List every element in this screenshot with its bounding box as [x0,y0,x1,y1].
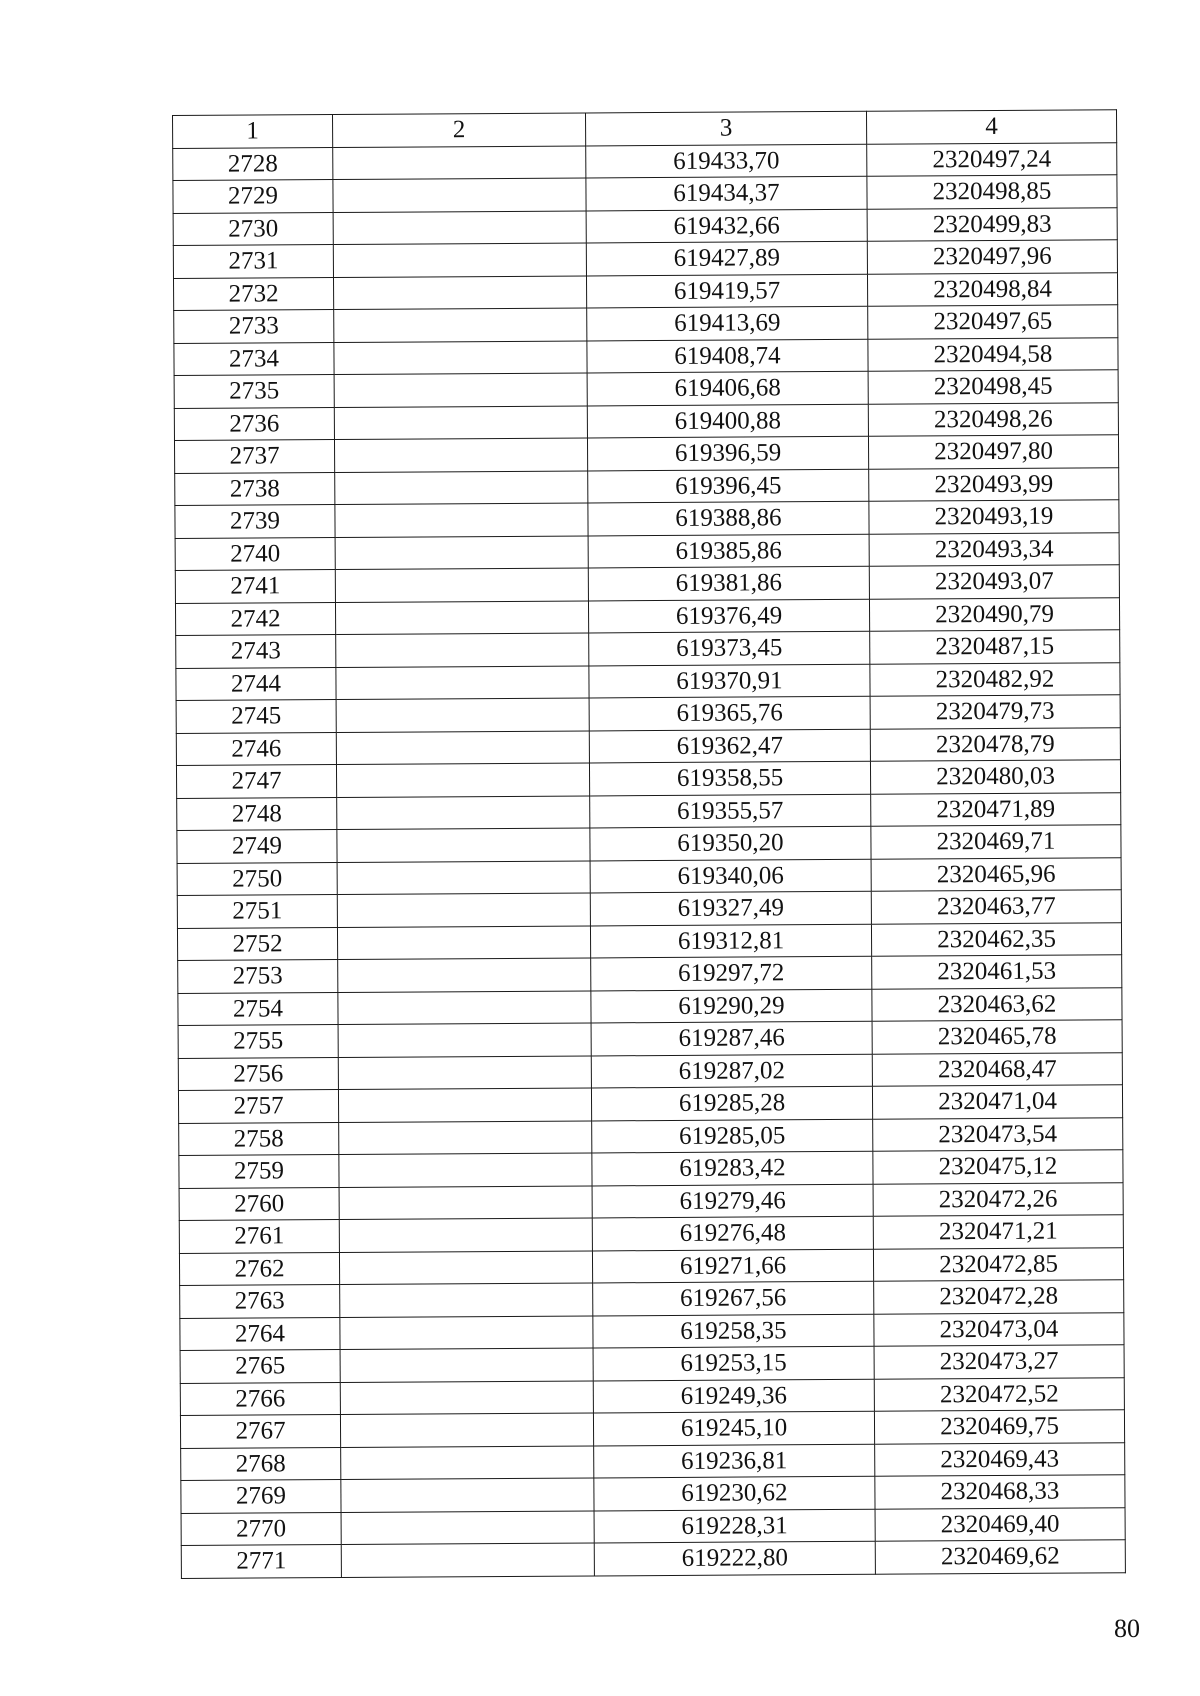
point-number-cell: 2739 [175,505,335,538]
table-row [174,337,1118,375]
point-number-cell: 2734 [174,342,334,375]
x-coordinate-cell: 619271,66 [592,1249,873,1283]
point-number-cell: 2741 [175,570,335,603]
y-coordinate-cell: 2320472,26 [873,1182,1123,1216]
table-row [181,1475,1125,1513]
point-number-cell: 2750 [177,862,337,895]
empty-cell [338,1055,591,1089]
x-coordinate-cell: 619267,56 [593,1281,874,1315]
table-row [173,207,1117,245]
empty-cell [334,438,587,472]
point-number-cell: 2748 [177,797,337,830]
empty-cell [340,1413,593,1447]
y-coordinate-cell: 2320493,99 [869,467,1119,501]
y-coordinate-cell: 2320469,43 [875,1442,1125,1476]
x-coordinate-cell: 619258,35 [593,1314,874,1348]
x-coordinate-cell: 619285,28 [591,1086,872,1120]
column-header-2: 2 [333,113,586,147]
table-row [176,695,1120,733]
y-coordinate-cell: 2320475,12 [873,1150,1123,1184]
empty-cell [334,308,587,342]
empty-cell [341,1543,594,1577]
point-number-cell: 2749 [177,830,337,863]
table-row [177,857,1121,895]
x-coordinate-cell: 619419,57 [586,274,867,308]
point-number-cell: 2743 [176,635,336,668]
point-number-cell: 2768 [181,1447,341,1480]
y-coordinate-cell: 2320497,80 [868,435,1118,469]
table-row [177,922,1121,960]
point-number-cell: 2765 [180,1349,340,1382]
table-row [177,890,1121,928]
point-number-cell: 2737 [174,440,334,473]
point-number-cell: 2730 [173,212,333,245]
x-coordinate-cell: 619434,37 [586,176,867,210]
empty-cell [341,1510,594,1544]
x-coordinate-cell: 619388,86 [588,501,869,535]
y-coordinate-cell: 2320463,62 [872,987,1122,1021]
x-coordinate-cell: 619287,46 [591,1021,872,1055]
table-row [173,272,1117,310]
x-coordinate-cell: 619276,48 [592,1216,873,1250]
y-coordinate-cell: 2320465,78 [872,1020,1122,1054]
table-row [174,402,1118,440]
y-coordinate-cell: 2320469,40 [875,1507,1125,1541]
x-coordinate-cell: 619283,42 [592,1151,873,1185]
page-number: 80 [1114,1614,1140,1643]
point-number-cell: 2735 [174,375,334,408]
empty-cell [336,633,589,667]
empty-cell [333,178,586,212]
table-row [173,240,1117,278]
x-coordinate-cell: 619408,74 [587,339,868,373]
point-number-cell: 2742 [175,602,335,635]
table-row [181,1540,1125,1578]
point-number-cell: 2740 [175,537,335,570]
x-coordinate-cell: 619222,80 [594,1541,875,1575]
y-coordinate-cell: 2320472,52 [874,1377,1124,1411]
point-number-cell: 2760 [179,1187,339,1220]
x-coordinate-cell: 619340,06 [590,859,871,893]
table-row [176,727,1120,765]
y-coordinate-cell: 2320480,03 [870,760,1120,794]
table-row [173,175,1117,213]
point-number-cell: 2747 [176,765,336,798]
x-coordinate-cell: 619285,05 [592,1119,873,1153]
table-body [173,142,1126,1578]
column-header-3: 3 [585,111,866,145]
empty-cell [333,243,586,277]
y-coordinate-cell: 2320469,75 [874,1410,1124,1444]
point-number-cell: 2746 [176,732,336,765]
x-coordinate-cell: 619432,66 [586,209,867,243]
empty-cell [336,665,589,699]
point-number-cell: 2762 [179,1252,339,1285]
point-number-cell: 2732 [173,277,333,310]
empty-cell [339,1218,592,1252]
empty-cell [341,1445,594,1479]
empty-cell [338,990,591,1024]
x-coordinate-cell: 619327,49 [590,891,871,925]
table-row [175,500,1119,538]
empty-cell [338,1023,591,1057]
empty-cell [338,1088,591,1122]
table-row [181,1507,1125,1545]
x-coordinate-cell: 619376,49 [588,599,869,633]
y-coordinate-cell: 2320498,45 [868,370,1118,404]
table-row [175,467,1119,505]
table-row [174,305,1118,343]
table-row [180,1345,1124,1383]
table-row [180,1312,1124,1350]
empty-cell [339,1120,592,1154]
table-row [181,1442,1125,1480]
x-coordinate-cell: 619385,86 [588,534,869,568]
point-number-cell: 2764 [180,1317,340,1350]
point-number-cell: 2752 [177,927,337,960]
empty-cell [333,275,586,309]
table-row [179,1247,1123,1285]
y-coordinate-cell: 2320493,19 [869,500,1119,534]
table-row [177,792,1121,830]
table-row [179,1150,1123,1188]
empty-cell [337,828,590,862]
table-row [180,1280,1124,1318]
x-coordinate-cell: 619249,36 [593,1379,874,1413]
table-row [180,1377,1124,1415]
point-number-cell: 2757 [178,1090,338,1123]
y-coordinate-cell: 2320482,92 [870,662,1120,696]
y-coordinate-cell: 2320479,73 [870,695,1120,729]
table-row [175,532,1119,570]
empty-cell [340,1348,593,1382]
column-header-1: 1 [173,115,333,148]
y-coordinate-cell: 2320469,71 [871,825,1121,859]
y-coordinate-cell: 2320494,58 [868,337,1118,371]
point-number-cell: 2744 [176,667,336,700]
x-coordinate-cell: 619365,76 [589,696,870,730]
y-coordinate-cell: 2320490,79 [869,597,1119,631]
point-number-cell: 2736 [174,407,334,440]
table-row [178,1020,1122,1058]
table-row [179,1182,1123,1220]
point-number-cell: 2731 [173,245,333,278]
table-row [176,630,1120,668]
table-row [175,565,1119,603]
y-coordinate-cell: 2320473,27 [874,1345,1124,1379]
x-coordinate-cell: 619381,86 [588,566,869,600]
y-coordinate-cell: 2320472,85 [873,1247,1123,1281]
empty-cell [336,698,589,732]
x-coordinate-cell: 619297,72 [591,956,872,990]
point-number-cell: 2771 [181,1544,341,1577]
y-coordinate-cell: 2320461,53 [872,955,1122,989]
x-coordinate-cell: 619228,31 [594,1509,875,1543]
x-coordinate-cell: 619290,29 [591,989,872,1023]
table-row [175,597,1119,635]
table-row [178,1052,1122,1090]
empty-cell [333,145,586,179]
y-coordinate-cell: 2320498,26 [868,402,1118,436]
y-coordinate-cell: 2320469,62 [875,1540,1125,1574]
empty-cell [341,1478,594,1512]
y-coordinate-cell: 2320487,15 [870,630,1120,664]
point-number-cell: 2756 [178,1057,338,1090]
x-coordinate-cell: 619312,81 [590,924,871,958]
x-coordinate-cell: 619236,81 [594,1444,875,1478]
empty-cell [335,535,588,569]
x-coordinate-cell: 619358,55 [589,761,870,795]
table-row [178,1085,1122,1123]
point-number-cell: 2753 [178,960,338,993]
y-coordinate-cell: 2320493,34 [869,532,1119,566]
empty-cell [340,1283,593,1317]
empty-cell [334,373,587,407]
x-coordinate-cell: 619413,69 [587,306,868,340]
y-coordinate-cell: 2320497,65 [868,305,1118,339]
y-coordinate-cell: 2320473,54 [873,1117,1123,1151]
y-coordinate-cell: 2320471,89 [871,792,1121,826]
empty-cell [339,1250,592,1284]
y-coordinate-cell: 2320468,47 [872,1052,1122,1086]
empty-cell [335,470,588,504]
point-number-cell: 2754 [178,992,338,1025]
y-coordinate-cell: 2320465,96 [871,857,1121,891]
x-coordinate-cell: 619400,88 [587,404,868,438]
y-coordinate-cell: 2320471,21 [873,1215,1123,1249]
point-number-cell: 2729 [173,180,333,213]
table-row [173,142,1117,180]
point-number-cell: 2745 [176,700,336,733]
point-number-cell: 2767 [180,1414,340,1447]
y-coordinate-cell: 2320498,84 [867,272,1117,306]
y-coordinate-cell: 2320498,85 [867,175,1117,209]
x-coordinate-cell: 619396,45 [588,469,869,503]
table-row [176,760,1120,798]
table-row [178,955,1122,993]
y-coordinate-cell: 2320471,04 [872,1085,1122,1119]
y-coordinate-cell: 2320473,04 [874,1312,1124,1346]
table-row [174,370,1118,408]
y-coordinate-cell: 2320493,07 [869,565,1119,599]
table-row [179,1215,1123,1253]
coordinates-table [172,109,1126,1578]
y-coordinate-cell: 2320462,35 [871,922,1121,956]
point-number-cell: 2758 [179,1122,339,1155]
empty-cell [340,1315,593,1349]
point-number-cell: 2761 [179,1219,339,1252]
empty-cell [337,860,590,894]
y-coordinate-cell: 2320497,24 [867,142,1117,176]
x-coordinate-cell: 619396,59 [587,436,868,470]
x-coordinate-cell: 619350,20 [590,826,871,860]
x-coordinate-cell: 619362,47 [589,729,870,763]
x-coordinate-cell: 619230,62 [594,1476,875,1510]
empty-cell [337,893,590,927]
empty-cell [335,600,588,634]
x-coordinate-cell: 619427,89 [586,241,867,275]
empty-cell [337,795,590,829]
point-number-cell: 2770 [181,1512,341,1545]
empty-cell [340,1380,593,1414]
x-coordinate-cell: 619355,57 [590,794,871,828]
point-number-cell: 2755 [178,1025,338,1058]
empty-cell [336,730,589,764]
empty-cell [339,1185,592,1219]
empty-cell [339,1153,592,1187]
x-coordinate-cell: 619245,10 [593,1411,874,1445]
point-number-cell: 2769 [181,1479,341,1512]
x-coordinate-cell: 619373,45 [589,631,870,665]
empty-cell [334,405,587,439]
point-number-cell: 2766 [180,1382,340,1415]
x-coordinate-cell: 619406,68 [587,371,868,405]
empty-cell [336,763,589,797]
table-row [179,1117,1123,1155]
y-coordinate-cell: 2320468,33 [875,1475,1125,1509]
table-row [174,435,1118,473]
point-number-cell: 2751 [177,895,337,928]
point-number-cell: 2733 [174,310,334,343]
y-coordinate-cell: 2320497,96 [867,240,1117,274]
x-coordinate-cell: 619370,91 [589,664,870,698]
point-number-cell: 2728 [173,147,333,180]
table-row [177,825,1121,863]
point-number-cell: 2763 [180,1284,340,1317]
empty-cell [337,925,590,959]
table-row [178,987,1122,1025]
column-header-4: 4 [866,110,1116,144]
empty-cell [333,210,586,244]
y-coordinate-cell: 2320499,83 [867,207,1117,241]
empty-cell [335,503,588,537]
y-coordinate-cell: 2320472,28 [874,1280,1124,1314]
x-coordinate-cell: 619433,70 [586,144,867,178]
empty-cell [334,340,587,374]
x-coordinate-cell: 619253,15 [593,1346,874,1380]
table-row [176,662,1120,700]
y-coordinate-cell: 2320478,79 [870,727,1120,761]
x-coordinate-cell: 619287,02 [591,1054,872,1088]
y-coordinate-cell: 2320463,77 [871,890,1121,924]
empty-cell [338,958,591,992]
point-number-cell: 2738 [175,472,335,505]
empty-cell [335,568,588,602]
table-row [180,1410,1124,1448]
x-coordinate-cell: 619279,46 [592,1184,873,1218]
point-number-cell: 2759 [179,1155,339,1188]
